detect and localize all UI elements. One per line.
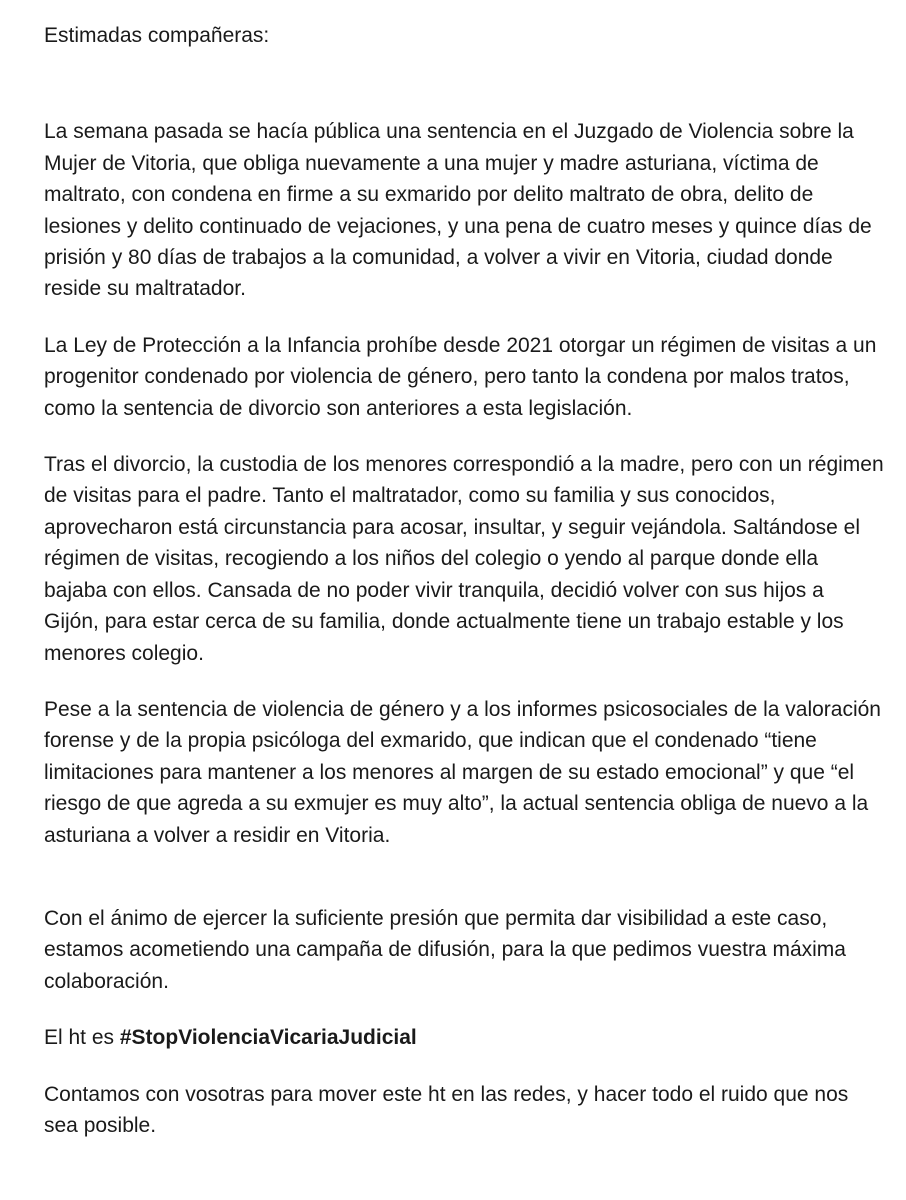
closing-paragraph: Contamos con vosotras para mover este ht en las redes, y hacer todo el ruido que nos sea posible. bbox=[44, 1082, 849, 1137]
greeting: Estimadas compañeras: bbox=[44, 24, 270, 47]
hashtag-prefix: El ht es bbox=[44, 1026, 120, 1050]
paragraph-custody-history: Tras el divorcio, la custodia de los menores correspondió a la madre, pero con un régimen de visitas para el padre. Tanto el maltratador, como su familia y sus conocidos, aprovecharon está circunstancia para acosar, insultar, y seguir vejándola. Saltándose el régimen de visitas, recogiendo a los niños del colegio o yendo al parque donde ella bajaba con ellos. Cansada de no poder vivir tranquila, decidió volver con sus hijos a Gijón, para estar cerca de su familia, donde actualmente tiene un trabajo estable y los menores colegio. bbox=[44, 453, 884, 665]
paragraph-sentence-summary: La semana pasada se hacía pública una sentencia en el Juzgado de Violencia sobre la Mujer de Vitoria, que obliga nuevamente a una mujer y madre asturiana, víctima de maltrato, con condena en firme a su exmarido por delito maltrato de obra, delito de lesiones y delito continuado de vejaciones, y una pena de cuatro meses y quince días de prisión y 80 días de trabajos a la comunidad, a volver a vivir en Vitoria, ciudad donde reside su maltratador. bbox=[44, 120, 872, 301]
hashtag: #StopViolenciaVicariaJudicial bbox=[119, 1026, 417, 1050]
paragraph-campaign-call: Con el ánimo de ejercer la suficiente presión que permita dar visibilidad a este caso, estamos acometiendo una campaña de difusión, para la que pedimos vuestra máxima colaboración. bbox=[44, 906, 846, 993]
letter-document bbox=[44, 20, 884, 1166]
paragraph-child-protection-law: La Ley de Protección a la Infancia prohíbe desde 2021 otorgar un régimen de visitas a un progenitor condenado por violencia de género, pero tanto la condena por malos tratos, como la sentencia de divorcio son anteriores a esta legislación. bbox=[44, 333, 877, 420]
paragraph-forensic-reports: Pese a la sentencia de violencia de género y a los informes psicosociales de la valoración forense y de la propia psicóloga del exmarido, que indican que el condenado “tiene limitaciones para mantener a los menores al margen de su estado emocional” y que “el riesgo de que agreda a su exmujer es muy alto”, la actual sentencia obliga de nuevo a la asturiana a volver a residir en Vitoria. bbox=[44, 697, 881, 847]
hashtag-line bbox=[44, 1022, 884, 1053]
